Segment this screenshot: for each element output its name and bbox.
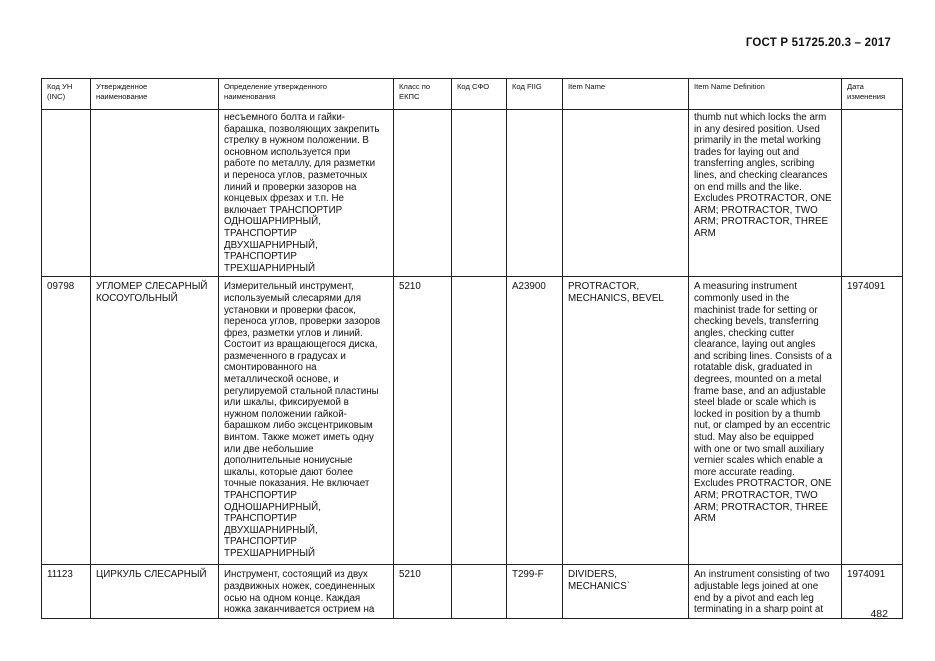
cell-change-date: 1974091 bbox=[842, 277, 903, 565]
header-approved-name: Утвержденное наименование bbox=[91, 79, 219, 110]
cell-definition: несъемного болта и гайки- барашка, позволяющих закрепить стрелку в нужном положении. В основном используется при работе по металлу, для разметки и переноса углов, разметочных линий и проверки зазоров на концевых фрезах и т.п. Не включает ТРАНСПОРТИР ОДНОШАРНИРНЫЙ, ТРАНСПОРТИР ДВУХШАРНИРНЫЙ, ТРАНСПОРТИР ТРЕХШАРНИРНЫЙ bbox=[219, 110, 394, 277]
page-number: 482 bbox=[870, 608, 888, 620]
cell-fiig-code bbox=[507, 110, 563, 277]
cell-item-name bbox=[563, 110, 689, 277]
cell-change-date bbox=[842, 110, 903, 277]
cell-item-name-definition: thumb nut which locks the arm in any desired position. Used primarily in the metal working trades for laying out and transferring angles, scribing lines, and checking clearances on end mills and the like. Excludes PROTRACTOR, ONE ARM; PROTRACTOR, TWO ARM; PROTRACTOR, THREE ARM bbox=[689, 110, 842, 277]
cell-sfo-code bbox=[452, 277, 507, 565]
cell-change-date: 1974091 bbox=[842, 565, 903, 618]
cell-ekps-class bbox=[394, 110, 452, 277]
nomenclature-table bbox=[41, 78, 903, 619]
header-item-name: Item Name bbox=[563, 79, 689, 110]
cell-approved-name: ЦИРКУЛЬ СЛЕСАРНЫЙ bbox=[91, 565, 219, 618]
table-row bbox=[42, 110, 903, 277]
cell-ekps-class: 5210 bbox=[394, 277, 452, 565]
cell-definition: Измерительный инструмент, используемый слесарями для установки и проверки фасок, переноса углов, проверки зазоров фрез, разметки углов и линий. Состоит из вращающегося диска, размеченного в градусах и смонтированного на металлической основе, и регулируемой стальной пластины или шкалы, фиксируемой в нужном положении гайкой- барашком либо эксцентриковым винтом. Также может иметь одну или две небольшие дополнительные нониусные шкалы, которые дают более точные показания. Не включает ТРАНСПОРТИР ОДНОШАРНИРНЫЙ, ТРАНСПОРТИР ДВУХШАРНИРНЫЙ, ТРАНСПОРТИР ТРЕХШАРНИРНЫЙ bbox=[219, 277, 394, 565]
document-standard-number: ГОСТ Р 51725.20.3 – 2017 bbox=[745, 37, 891, 49]
header-code-un: Код УН (INC) bbox=[42, 79, 91, 110]
cell-code-un: 11123 bbox=[42, 565, 91, 618]
cell-fiig-code: A23900 bbox=[507, 277, 563, 565]
table-header-row bbox=[42, 79, 903, 110]
cell-sfo-code bbox=[452, 110, 507, 277]
cell-definition: Инструмент, состоящий из двух раздвижных ножек, соединенных осью на одном конце. Каждая ножка заканчивается острием на bbox=[219, 565, 394, 618]
cell-item-name-definition: A measuring instrument commonly used in the machinist trade for setting or checking bevels, transferring angles, checking cutter clearance, laying out angles and scribing lines. Consists of a rotatable disk, graduated in degrees, mounted on a metal frame base, and an adjustable steel blade or scale which is locked in position by a thumb nut, or clamped by an eccentric stud. May also be equipped with one or two small auxiliary vernier scales which enable a more accurate reading. Excludes PROTRACTOR, ONE ARM; PROTRACTOR, TWO ARM; PROTRACTOR, THREE ARM bbox=[689, 277, 842, 565]
header-ekps-class: Класс по ЕКПС bbox=[394, 79, 452, 110]
cell-item-name-definition: An instrument consisting of two adjustable legs joined at one end by a pivot and each leg terminating in a sharp point at bbox=[689, 565, 842, 618]
table-row bbox=[42, 277, 903, 565]
table-row bbox=[42, 565, 903, 618]
cell-sfo-code bbox=[452, 565, 507, 618]
header-fiig-code: Код FIIG bbox=[507, 79, 563, 110]
cell-code-un: 09798 bbox=[42, 277, 91, 565]
cell-code-un bbox=[42, 110, 91, 277]
cell-fiig-code: T299-F bbox=[507, 565, 563, 618]
header-definition: Определение утвержденного наименования bbox=[219, 79, 394, 110]
header-item-name-definition: Item Name Definition bbox=[689, 79, 842, 110]
header-sfo-code: Код СФО bbox=[452, 79, 507, 110]
cell-item-name: PROTRACTOR, MECHANICS, BEVEL bbox=[563, 277, 689, 565]
cell-ekps-class: 5210 bbox=[394, 565, 452, 618]
cell-item-name: DIVIDERS, MECHANICS` bbox=[563, 565, 689, 618]
cell-approved-name bbox=[91, 110, 219, 277]
header-change-date: Дата изменения bbox=[842, 79, 903, 110]
cell-approved-name: УГЛОМЕР СЛЕСАРНЫЙ КОСОУГОЛЬНЫЙ bbox=[91, 277, 219, 565]
